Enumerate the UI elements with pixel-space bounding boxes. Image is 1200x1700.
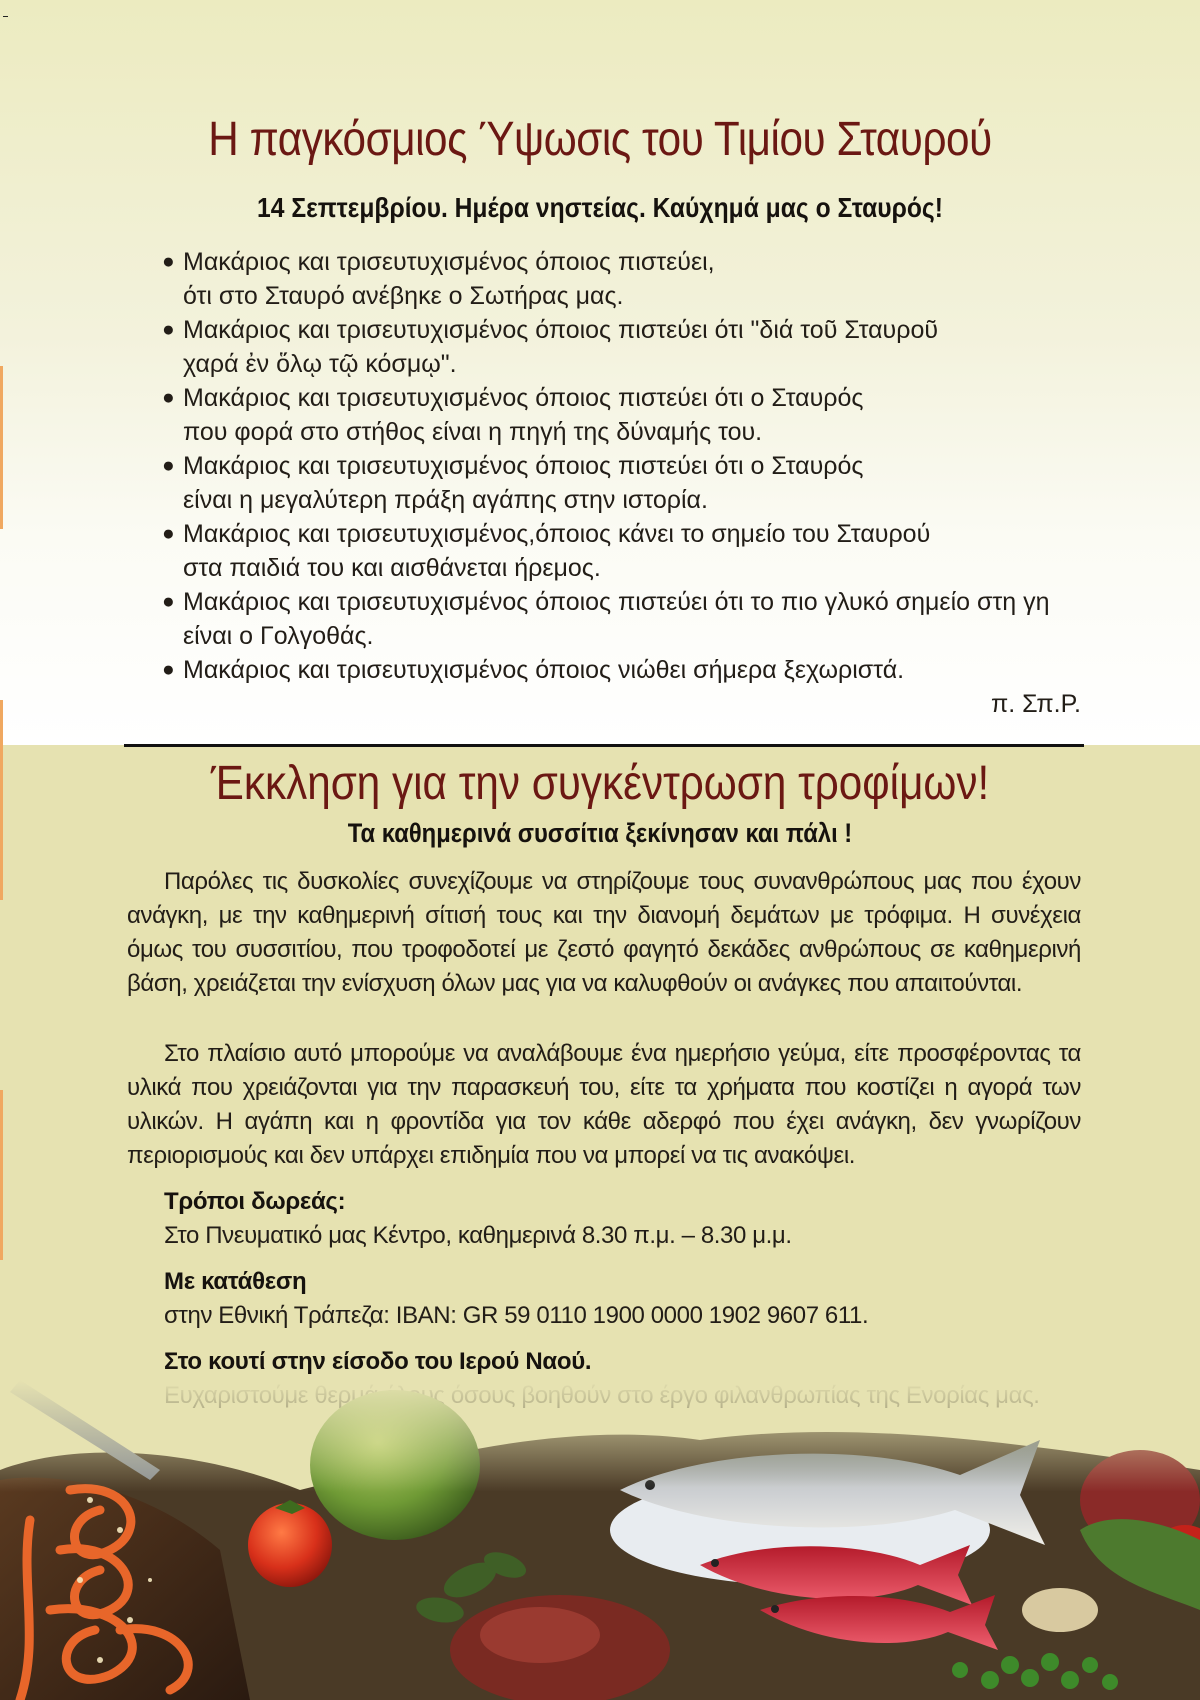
feast-title: Η παγκόσμιος Ύψωσις του Τιμίου Σταυρού (208, 113, 992, 166)
author-signature: π. Σπ.Ρ. (990, 690, 1081, 718)
beatitude-text: Μακάριος και τρισευτυχισμένος,όποιος κάνει το σημείο του Σταυρού στα παιδιά του και αισθάνεται ήρεμος. (183, 520, 931, 582)
beatitude-text: Μακάριος και τρισευτυχισμένος όποιος νιώθει σήμερα ξεχωριστά. (183, 656, 905, 684)
list-item (161, 381, 1086, 449)
bullet-icon: ● (162, 590, 175, 613)
list-item (161, 585, 1086, 653)
bullet-icon: ● (162, 454, 175, 477)
donation-ways-heading: Τρόποι δωρεάς: (164, 1188, 346, 1215)
deposit-text: στην Εθνική Τράπεζα: IBAN: GR 59 0110 1900 0000 1902 9607 611. (164, 1302, 869, 1329)
deposit-heading: Με κατάθεση (164, 1268, 307, 1295)
bullet-icon: ● (162, 658, 175, 681)
bullet-icon: ● (162, 386, 175, 409)
feast-subtitle: 14 Σεπτεμβρίου. Ημέρα νηστείας. Καύχημά μας ο Σταυρός! (257, 192, 943, 223)
bullet-icon: ● (162, 318, 175, 341)
list-item (161, 245, 1086, 313)
donation-ways-text: Στο Πνευματικό μας Κέντρο, καθημερινά 8.30 π.μ. – 8.30 μ.μ. (164, 1222, 792, 1249)
beatitude-text: Μακάριος και τρισευτυχισμένος όποιος πιστεύει ότι το πιο γλυκό σημείο στη γη είναι ο Γολγοθάς. (183, 588, 1050, 650)
list-item (161, 313, 1086, 381)
bullet-icon: ● (162, 522, 175, 545)
list-item (161, 517, 1086, 585)
bullet-icon: ● (162, 250, 175, 273)
list-item (161, 449, 1086, 517)
beatitude-text: Μακάριος και τρισευτυχισμένος όποιος πιστεύει ότι ο Σταυρός είναι η μεγαλύτερη πράξη αγάπης στην ιστορία. (183, 452, 864, 514)
beatitude-text: Μακάριος και τρισευτυχισμένος όποιος πιστεύει ότι ο Σταυρός που φορά στο στήθος είναι η πηγή της δύναμής του. (183, 384, 864, 446)
donation-box-heading: Στο κουτί στην είσοδο του Ιερού Ναού. (164, 1348, 592, 1375)
appeal-subtitle: Τα καθημερινά συσσίτια ξεκίνησαν και πάλι ! (347, 818, 853, 848)
crop-mark (3, 16, 8, 17)
appeal-title: Έκκληση για την συγκέντρωση τροφίμων! (210, 757, 990, 810)
beatitude-text: Μακάριος και τρισευτυχισμένος όποιος πιστεύει, ότι στο Σταυρό ανέβηκε ο Σωτήρας μας. (183, 248, 715, 310)
appeal-paragraph-2: Στο πλαίσιο αυτό μπορούμε να αναλάβουμε ένα ημερήσιο γεύμα, είτε προσφέροντας τα υλικά που χρειάζονται για την παρασκευή του, είτε τα χρήματα που κοστίζει η αγορά των υλικών. Η αγάπη και η φροντίδα για τον κάθε αδερφό που έχει ανάγκη, δεν γνωρίζουν περιορισμούς και δεν υπάρχει επιδημία που να μπορεί να τις ανακόψει. (127, 1040, 1081, 1169)
food-illustration (0, 1380, 1200, 1700)
appeal-paragraph-1: Παρόλες τις δυσκολίες συνεχίζουμε να στηρίζουμε τους συνανθρώπους μας που έχουν ανάγκη, με την καθημερινή σίτισή τους και την διανομή δεμάτων με τρόφιμα. Η συνέχεια όμως του συσσιτίου, που τροφοδοτεί με ζεστό φαγητό δεκάδες ανθρώπους σε καθημερινή βάση, χρειάζεται την ενίσχυση όλων μας για να καλυφθούν οι ανάγκες που απαιτούνται. (127, 868, 1081, 997)
list-item (161, 653, 1086, 687)
section-divider (124, 744, 1084, 747)
beatitudes-list (161, 245, 1086, 687)
beatitude-text: Μακάριος και τρισευτυχισμένος όποιος πιστεύει ότι "διά τοῦ Σταυροῦ χαρά ἐν ὅλῳ τῷ κόσμῳ". (183, 316, 939, 378)
